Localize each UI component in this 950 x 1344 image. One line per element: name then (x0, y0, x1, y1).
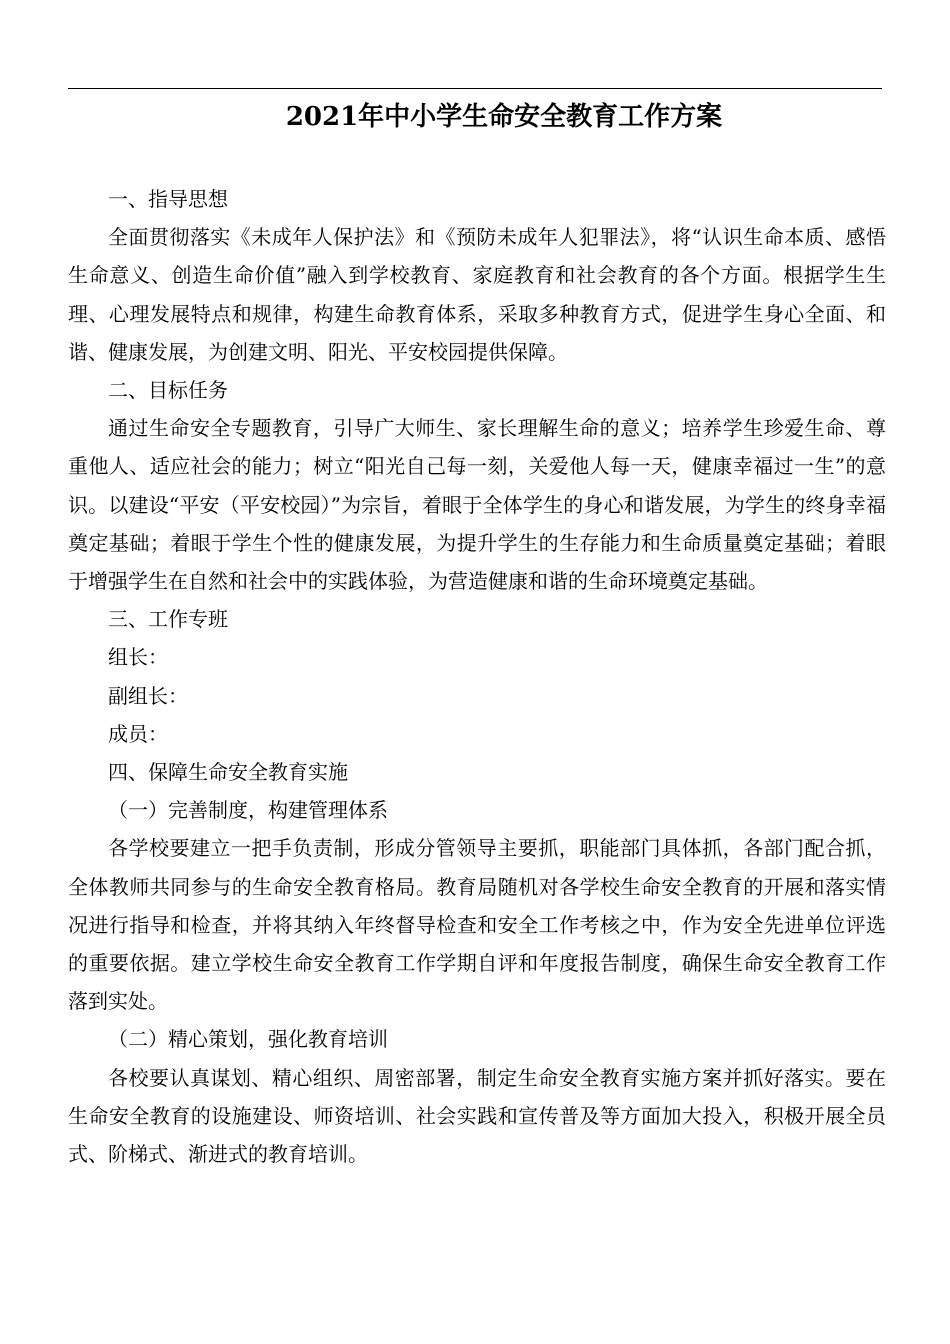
paragraph-system: 各学校要建立一把手负责制，形成分管领导主要抓，职能部门具体抓，各部门配合抓，全体教师共同参与的生命安全教育格局。教育局随机对各学校生命安全教育的开展和落实情况进行指导和检查，并将其纳入年终督导检查和安全工作考核之中，作为安全先进单位评选的重要依据。建立学校生命安全教育工作学期自评和年度报告制度，确保生命安全教育工作落到实处。 (68, 836, 886, 1014)
subheading-training: （二）精心策划，强化教育培训 (108, 1027, 388, 1052)
section-heading-goals: 二、目标任务 (108, 378, 228, 403)
header-rule (68, 88, 882, 89)
team-leader-line: 组长： (108, 645, 168, 670)
document-title: 2021年中小学生命安全教育工作方案 (285, 102, 723, 132)
subheading-system: （一）完善制度，构建管理体系 (108, 798, 388, 823)
section-heading-work-team: 三、工作专班 (108, 607, 228, 632)
section-heading-guiding-ideology: 一、指导思想 (108, 187, 228, 211)
document-body (68, 180, 886, 1173)
section-heading-implementation: 四、保障生命安全教育实施 (108, 760, 348, 785)
deputy-leader-line: 副组长： (108, 683, 188, 708)
paragraph-guiding-ideology: 全面贯彻落实《未成年人保护法》和《预防未成年人犯罪法》，将“认识生命本质、感悟生命意义、创造生命价值”融入到学校教育、家庭教育和社会教育的各个方面。根据学生生理、心理发展特点和规律，构建生命教育体系，采取多种教育方式，促进学生身心全面、和谐、健康发展，为创建文明、阳光、平安校园提供保障。 (68, 225, 886, 364)
paragraph-training: 各校要认真谋划、精心组织、周密部署，制定生命安全教育实施方案并抓好落实。要在生命安全教育的设施建设、师资培训、社会实践和宣传普及等方面加大投入，积极开展全员式、阶梯式、渐进式的教育培训。 (68, 1065, 886, 1167)
members-line: 成员： (108, 721, 168, 746)
paragraph-goals: 通过生命安全专题教育，引导广大师生、家长理解生命的意义；培养学生珍爱生命、尊重他人、适应社会的能力；树立“阳光自己每一刻，关爱他人每一天，健康幸福过一生”的意识。以建设“平安（平安校园）”为宗旨，着眼于全体学生的身心和谐发展，为学生的终身幸福奠定基础；着眼于学生个性的健康发展，为提升学生的生存能力和生命质量奠定基础；着眼于增强学生在自然和社会中的实践体验，为营造健康和谐的生命环境奠定基础。 (68, 416, 886, 594)
